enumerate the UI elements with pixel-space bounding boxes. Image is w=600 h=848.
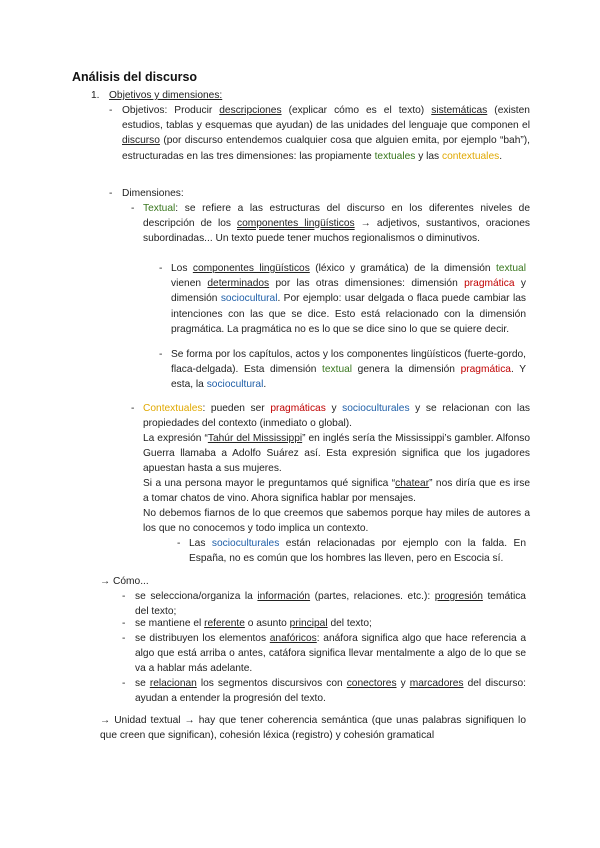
falda-paragraph: Las socioculturales están relacionadas por ejemplo con la falda. En España, no es común que los hombres las lleven, pero en Escocia sí. (189, 538, 526, 565)
unidad-textual-paragraph: → Unidad textual → hay que tener coherencia semántica (que unas palabras signifiquen lo que creen que significan), cohesión léxica (registro) y cohesión gramatical (100, 715, 526, 742)
contextuales-paragraph: Contextuales: pueden ser pragmáticas y socioculturales y se relacionan con las propiedades del contexto (inmediato o global). (143, 403, 530, 430)
bullet: - (109, 188, 113, 199)
como-item-informacion: se selecciona/organiza la información (partes, relaciones. etc.): progresión temática del texto; (135, 591, 526, 618)
section-heading: Objetivos y dimensiones: (109, 90, 223, 101)
como-item-conectores: se relacionan los segmentos discursivos con conectores y marcadores del discurso: ayudan a entender la progresión del texto. (135, 678, 526, 705)
bullet: - (159, 349, 163, 360)
dimensiones-heading: Dimensiones: (122, 188, 184, 199)
bullet: - (159, 263, 163, 274)
bullet: - (122, 591, 126, 602)
objetivos-paragraph: Objetivos: Producir descripciones (explicar cómo es el texto) sistemáticas (existen estudios, tablas y esquemas que ayudan) de las unidades del lenguaje que componen el discurso (por discurso entendemos cualquier cosa que alguien emita, por ejemplo “bah”), estructuradas en las tres dimensiones: las propiamente textuales y las contextuales. (122, 105, 530, 162)
como-heading: → Cómo... (100, 576, 149, 587)
chatear-paragraph: Si a una persona mayor le preguntamos qué significa “chatear” nos diría que es irse a tomar chatos de vino. Ahora significa hablar por mensajes. (143, 478, 530, 505)
bullet: - (122, 633, 126, 644)
como-item-referente: se mantiene el referente o asunto principal del texto; (135, 618, 372, 629)
bullet: - (122, 678, 126, 689)
textual-paragraph: Textual: se refiere a las estructuras del discurso en los diferentes niveles de descripción de los componentes lingüísticos → adjetivos, sustantivos, oraciones subordinadas... Un texto puede tener muchos regionalismos o diminutivos. (143, 203, 530, 245)
page-title: Análisis del discurso (72, 70, 198, 84)
tahur-paragraph: La expresión “Tahúr del Mississippi” en inglés sería the Mississippi’s gambler. Alfonso Guerra llamaba a Adolfo Suárez así. Esta expresión significa que los jugadores apuestan hasta a sus mujeres. (143, 433, 531, 475)
list-number: 1. (91, 90, 100, 101)
forma-paragraph: Se forma por los capítulos, actos y los componentes lingüísticos (fuerte-gordo, flaca-delgada). Esta dimensión textual genera la dimensión pragmática. Y esta, la sociocultural. (171, 349, 527, 391)
bullet: - (131, 403, 135, 414)
bullet: - (122, 618, 126, 629)
bullet: - (109, 105, 113, 116)
bullet: - (131, 203, 135, 214)
bullet: - (177, 538, 181, 549)
componentes-paragraph: Los componentes lingüísticos (léxico y gramática) de la dimensión textual vienen determinados por las otras dimensiones: dimensión pragmática y dimensión sociocultural. Por ejemplo: usar delgada o flaca puede cambiar las intenciones con las que se dice. Esto está relacionado con la dimensión pragmática. La pragmática no es lo que se dice sino lo que se quiere decir. (171, 263, 526, 335)
como-item-anaforicos: se distribuyen los elementos anafóricos: anáfora significa algo que hace referencia a algo que está arriba o antes, catáfora significa llevar mentalmente a algo de lo que se va a hablar más adelante. (135, 633, 526, 675)
contexto-paragraph: No debemos fiarnos de lo que creemos que sabemos porque hay miles de autores a los que no conocemos y todo implica un contexto. (143, 508, 530, 535)
